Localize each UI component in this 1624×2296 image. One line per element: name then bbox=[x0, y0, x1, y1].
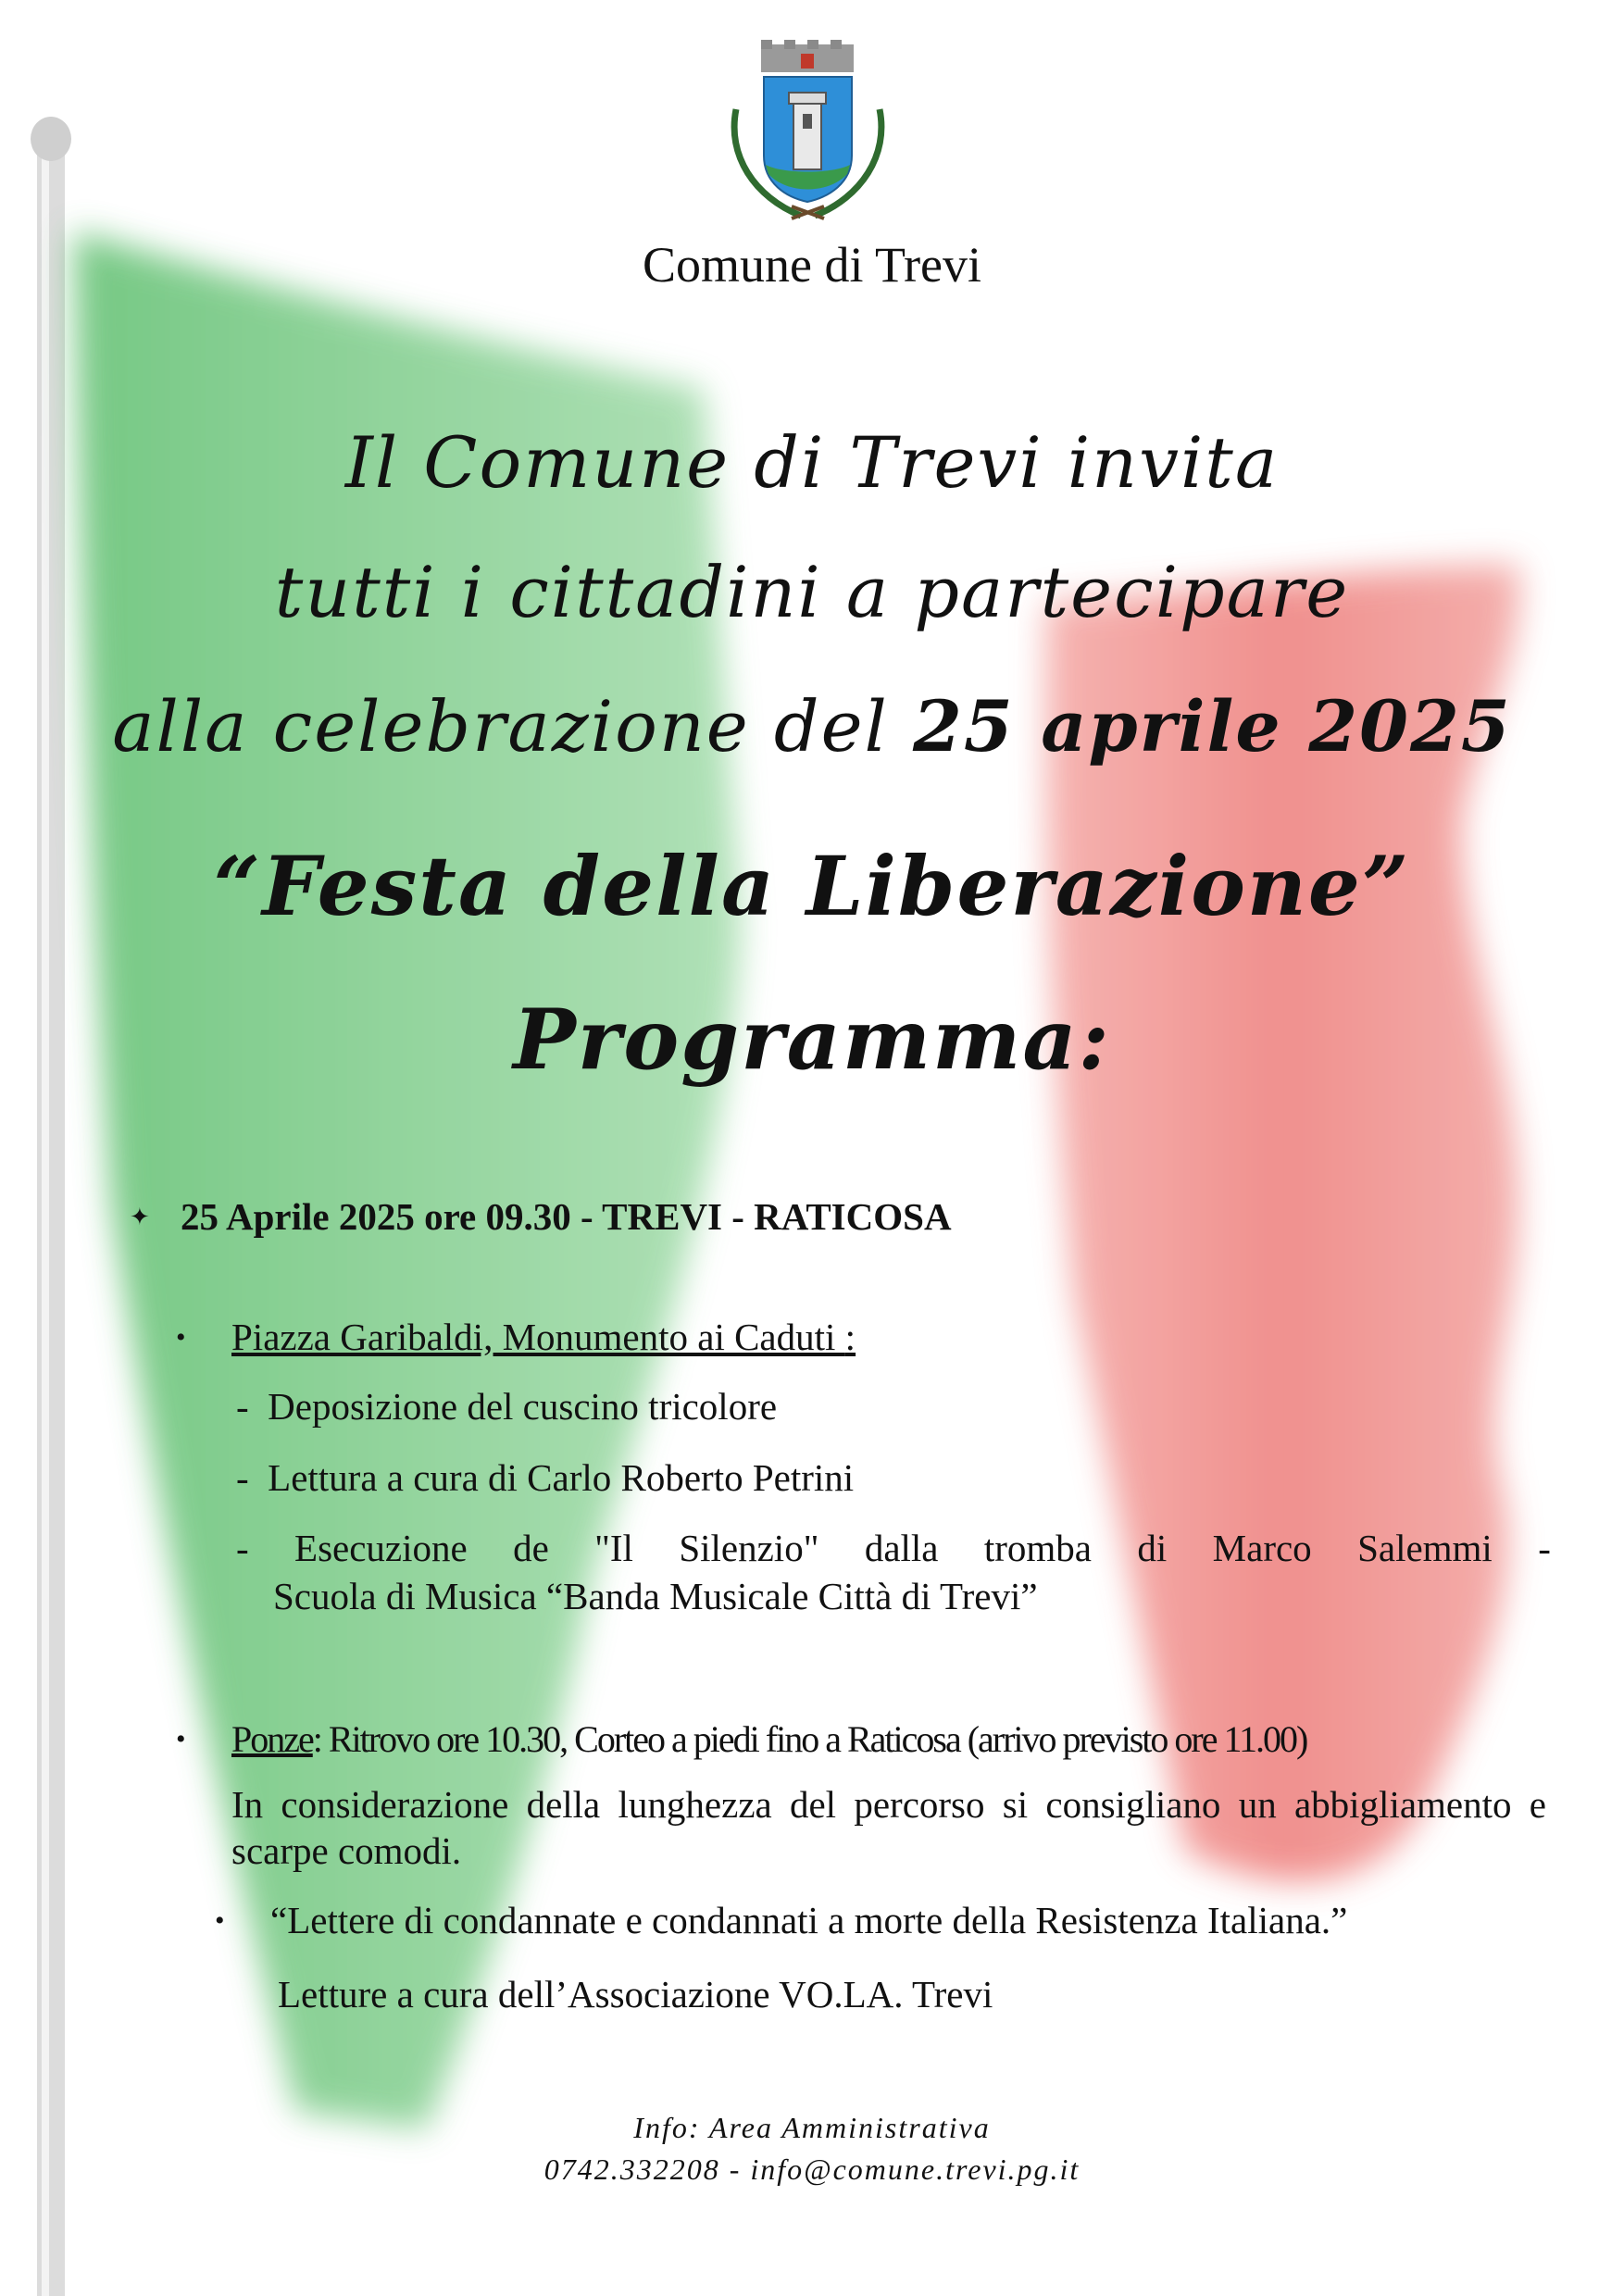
program-item-1-text: Deposizione del cuscino tricolore bbox=[268, 1385, 778, 1428]
place-title-colon: : bbox=[844, 1316, 856, 1358]
advice-continuation: scarpe comodi. bbox=[231, 1829, 462, 1872]
letture-line: Letture a cura dell’Associazione VO.LA. Trevi bbox=[278, 1973, 993, 2015]
program-item-3: - Esecuzione de "Il Silenzio" dalla tromba di Marco Salemmi - bbox=[236, 1527, 1551, 1569]
program-item-1: - Deposizione del cuscino tricolore bbox=[236, 1385, 778, 1428]
advice-word: e bbox=[1529, 1783, 1546, 1826]
trevi-coat-of-arms bbox=[727, 35, 889, 230]
place-title bbox=[231, 1315, 856, 1359]
headline-date: 25 aprile 2025 bbox=[913, 685, 1512, 767]
headline-line-3 bbox=[0, 685, 1624, 767]
item3-word: tromba bbox=[983, 1527, 1093, 1569]
advice-word: del bbox=[789, 1783, 837, 1826]
advice-word: abbigliamento bbox=[1293, 1783, 1512, 1826]
program-heading: Programma: bbox=[513, 991, 1111, 1089]
advice-word: consigliano bbox=[1045, 1783, 1221, 1826]
advice-word: un bbox=[1238, 1783, 1277, 1826]
event-title: “Festa della Liberazione” bbox=[213, 838, 1411, 934]
item3-word: Esecuzione bbox=[294, 1527, 468, 1569]
headline-line-3-text: alla celebrazione del bbox=[112, 685, 914, 767]
advice-word: lunghezza bbox=[618, 1783, 772, 1826]
bullet-icon: • bbox=[176, 1724, 186, 1754]
item3-word: di bbox=[1137, 1527, 1168, 1569]
item3-word: - bbox=[1538, 1527, 1551, 1569]
lettere-line: “Lettere di condannate e condannati a morte della Resistenza Italiana.” bbox=[270, 1899, 1348, 1941]
advice-word: percorso bbox=[854, 1783, 985, 1826]
item3-word: de bbox=[513, 1527, 549, 1569]
item3-word: dalla bbox=[864, 1527, 939, 1569]
program-item-3-continuation: Scuola di Musica “Banda Musicale Città di Trevi” bbox=[273, 1575, 1038, 1617]
ponze-text: : Ritrovo ore 10.30, Corteo a piedi fino a Raticosa (arrivo previsto ore 11.00) bbox=[312, 1718, 1307, 1760]
program-item-2-text: Lettura a cura di Carlo Roberto Petrini bbox=[268, 1456, 855, 1499]
flag-pole-finial bbox=[31, 117, 71, 161]
diamond-bullet-icon: ✦ bbox=[130, 1204, 150, 1230]
ponze-label: Ponze bbox=[231, 1718, 313, 1760]
town-name: Comune di Trevi bbox=[642, 237, 982, 293]
advice-word: considerazione bbox=[281, 1783, 509, 1826]
bullet-icon: • bbox=[215, 1905, 225, 1936]
advice-word: In bbox=[231, 1783, 264, 1826]
program-date-line: 25 Aprile 2025 ore 09.30 - TREVI - RATICOSA bbox=[181, 1195, 952, 1238]
info-contact: 0742.332208 - info@comune.trevi.pg.it bbox=[543, 2152, 1081, 2186]
info-title: Info: Area Amministrativa bbox=[633, 2111, 991, 2144]
advice-line bbox=[231, 1782, 1546, 1827]
bullet-icon: • bbox=[176, 1322, 186, 1353]
headline-line-2: tutti i cittadini a partecipare bbox=[274, 551, 1350, 633]
advice-word: si bbox=[1002, 1783, 1029, 1826]
advice-word: della bbox=[526, 1783, 601, 1826]
item3-word: "Il bbox=[594, 1527, 633, 1569]
ponze-line bbox=[231, 1717, 1306, 1761]
item3-word: Salemmi bbox=[1357, 1527, 1493, 1569]
item3-word: Silenzio" bbox=[679, 1527, 819, 1569]
headline-line-1: Il Comune di Trevi invita bbox=[344, 421, 1280, 504]
program-item-2: - Lettura a cura di Carlo Roberto Petrini bbox=[236, 1456, 855, 1499]
place-title-text: Piazza Garibaldi, Monumento ai Caduti bbox=[231, 1316, 845, 1358]
item3-word: Marco bbox=[1212, 1527, 1312, 1569]
